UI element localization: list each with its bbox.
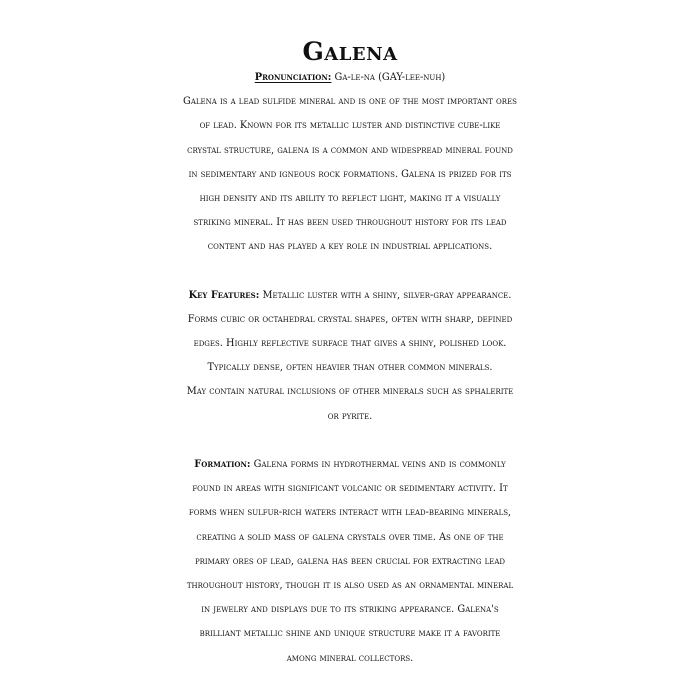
intro-line: high density and its ability to reflect light, making it a visually bbox=[199, 192, 501, 204]
paragraph-spacer bbox=[0, 429, 700, 453]
pronunciation-text: Ga-le-na (GAY-lee-nuh) bbox=[331, 72, 446, 83]
page-title: Galena bbox=[302, 36, 398, 66]
intro-line: content and has played a key role in industrial applications. bbox=[207, 241, 493, 253]
formation-text: Galena forms in hydrothermal veins and is commonly bbox=[250, 459, 506, 470]
intro-line: crystal structure, galena is a common and widespread mineral found bbox=[187, 144, 513, 156]
intro-line: striking mineral. It has been used throughout history for its lead bbox=[193, 217, 507, 229]
formation-line: in jewelry and displays due to its striking appearance. Galena's bbox=[201, 604, 499, 616]
formation-line: found in areas with significant volcanic or sedimentary activity. It bbox=[192, 483, 508, 495]
key-features-line: Typically dense, often heavier than other common minerals. bbox=[207, 362, 493, 374]
key-features-text: Metallic luster with a shiny, silver-gray appearance. bbox=[259, 289, 512, 301]
key-features-label: Key Features: bbox=[188, 289, 260, 301]
formation-line: brilliant metallic shine and unique structure make it a favorite bbox=[199, 628, 501, 640]
formation-line: forms when sulfur-rich waters interact with lead-bearing minerals, bbox=[188, 507, 512, 519]
formation-line: primary ores of lead, galena has been crucial for extracting lead bbox=[194, 555, 506, 567]
intro-line: Galena is a lead sulfide mineral and is one of the most important ores bbox=[183, 96, 517, 108]
paragraph-spacer bbox=[0, 260, 700, 284]
intro-line: of lead. Known for its metallic luster and distinctive cube-like bbox=[199, 120, 501, 132]
key-features-line: edges. Highly reflective surface that gives a shiny, polished look. bbox=[193, 338, 507, 350]
key-features-line: May contain natural inclusions of other minerals such as sphalerite bbox=[186, 386, 514, 398]
key-features-line: Forms cubic or octahedral crystal shapes, often with sharp, defined bbox=[187, 313, 513, 325]
key-features-line: or pyrite. bbox=[327, 410, 373, 422]
formation-first-line bbox=[0, 453, 700, 477]
formation-line: creating a solid mass of galena crystals over time. As one of the bbox=[196, 531, 504, 543]
intro-line: in sedimentary and igneous rock formations. Galena is prized for its bbox=[188, 168, 512, 180]
pronunciation-label: Pronunciation: bbox=[254, 72, 332, 83]
formation-line: among mineral collectors. bbox=[286, 652, 414, 664]
description-body bbox=[0, 66, 700, 671]
pronunciation-line bbox=[0, 66, 700, 90]
formation-line: throughout history, though it is also used as an ornamental mineral bbox=[186, 579, 514, 591]
key-features-first-line bbox=[0, 284, 700, 308]
formation-label: Formation: bbox=[194, 459, 251, 470]
